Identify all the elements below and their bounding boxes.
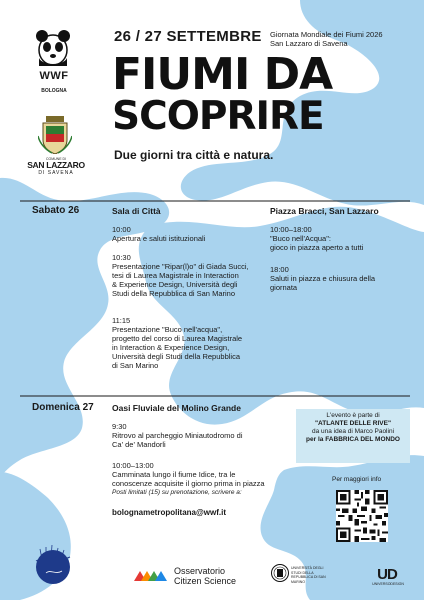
booking-note: Posti limitati (15) su prenotazione, scrivere a: (112, 489, 242, 496)
osservatorio-citizen-science (174, 566, 236, 586)
atlante-line-4: per la FABBRICA DEL MONDO (306, 436, 400, 443)
event-desc: Ritrovo al parcheggio Miniautodromo di (112, 431, 243, 440)
location-piazza-bracci: Piazza Bracci, San Lazzaro (270, 206, 379, 216)
comune-crest-icon (38, 116, 72, 154)
event-sabato-1030 (112, 253, 249, 298)
giornata-mondiale (270, 30, 383, 48)
giornata-line-1: Giornata Mondiale dei Fiumi 2026 (270, 30, 383, 39)
comune-label: COMUNE DI (45, 157, 67, 161)
event-time: 18:00 (270, 265, 289, 274)
poster-title-line-2: SCOPRIRE (112, 94, 324, 139)
universodesign-label: UNIVERSODESIGN (372, 582, 404, 586)
poster-title-line-1: FIUMI DA (112, 49, 333, 100)
poster-subtitle: Due giorni tra città e natura. (114, 148, 274, 162)
more-info-label: Per maggiori info (332, 476, 382, 483)
event-desc: Studi della Repubblica di San Marino (112, 289, 235, 298)
ocs-line-1: Osservatorio (174, 566, 226, 576)
location-sala-di-citta: Sala di Città (112, 206, 161, 216)
event-sabato-1000 (112, 225, 205, 243)
event-desc: & Experience Design, Università degli (112, 280, 238, 289)
event-desc: gioco in piazza aperto a tutti (270, 243, 364, 252)
event-sabato-1115 (112, 316, 242, 370)
event-domenica-camminata (112, 461, 265, 488)
day-domenica: Domenica 27 (32, 402, 94, 413)
giornata-line-2: San Lazzaro di Savena (270, 39, 348, 48)
event-time: 10:00 (112, 225, 131, 234)
event-desc: progetto del corso di Laurea Magistrale (112, 334, 243, 343)
ud-mark-text: UD (377, 566, 397, 583)
university-name: UNIVERSITÀ DEGLI STUDI DELLA REPUBBLICA DI SAN MARINO (291, 566, 326, 584)
event-time: 10:00–18:00 (270, 225, 312, 234)
event-desc: giornata (270, 283, 298, 292)
event-desc: Saluti in piazza e chiusura della (270, 274, 376, 283)
panda-icon (32, 28, 74, 68)
atlante-line-1: L'evento è parte di (326, 412, 380, 419)
event-dates: 26 / 27 SETTEMBRE (114, 28, 262, 45)
event-piazza-gioco (270, 225, 363, 252)
event-time: 10:00–13:00 (112, 461, 154, 470)
atlante-delle-rive-box (296, 409, 410, 463)
event-desc: "Buco nell'Acqua": (270, 234, 331, 243)
event-desc: Presentazione "Buco nell'acqua", (112, 325, 223, 334)
wwf-logo-text: WWF (39, 70, 69, 82)
event-desc: Apertura e saluti istituzionali (112, 234, 206, 243)
booking-email-link[interactable]: bolognametropolitana@wwf.it (112, 508, 227, 517)
wwf-bologna-label: BOLOGNA (41, 88, 67, 94)
university-seal-icon (271, 564, 289, 582)
event-time: 10:30 (112, 253, 131, 262)
atlante-line-2: "ATLANTE DELLE RIVE" (314, 420, 392, 427)
event-desc: in Interaction & Experience Design, (112, 343, 230, 352)
comune-subtitle: DI SAVENA (38, 170, 74, 176)
event-domenica-0930 (112, 422, 243, 449)
landscape-circle-logo-icon (32, 543, 74, 585)
atlante-line-3: da una idea di Marco Paolini (311, 428, 395, 435)
ocs-line-2: Citizen Science (174, 576, 237, 586)
event-desc: Ca' de' Mandorli (112, 440, 166, 449)
event-desc: Presentazione "Ripar(l)o" di Giada Succi, (112, 262, 249, 271)
qr-code-icon[interactable] (336, 490, 388, 542)
comune-name: SAN LAZZARO (27, 160, 85, 170)
event-desc: conoscenze acquisite il giorno prima in piazza (112, 479, 265, 488)
universodesign-logo (372, 566, 402, 583)
event-desc: tesi di Laurea Magistrale in Interaction (112, 271, 239, 280)
day-sabato: Sabato 26 (32, 205, 80, 216)
event-desc: Camminata lungo il fiume Idice, tra le (112, 470, 236, 479)
event-piazza-chiusura (270, 265, 375, 292)
event-time: 11:15 (112, 316, 131, 325)
location-oasi-fluviale: Oasi Fluviale del Molino Grande (112, 403, 241, 413)
event-desc: Università degli Studi della Repubblica (112, 352, 240, 361)
event-desc: di San Marino (112, 361, 159, 370)
osservatorio-logo-icon (132, 569, 168, 583)
event-time: 9:30 (112, 422, 127, 431)
